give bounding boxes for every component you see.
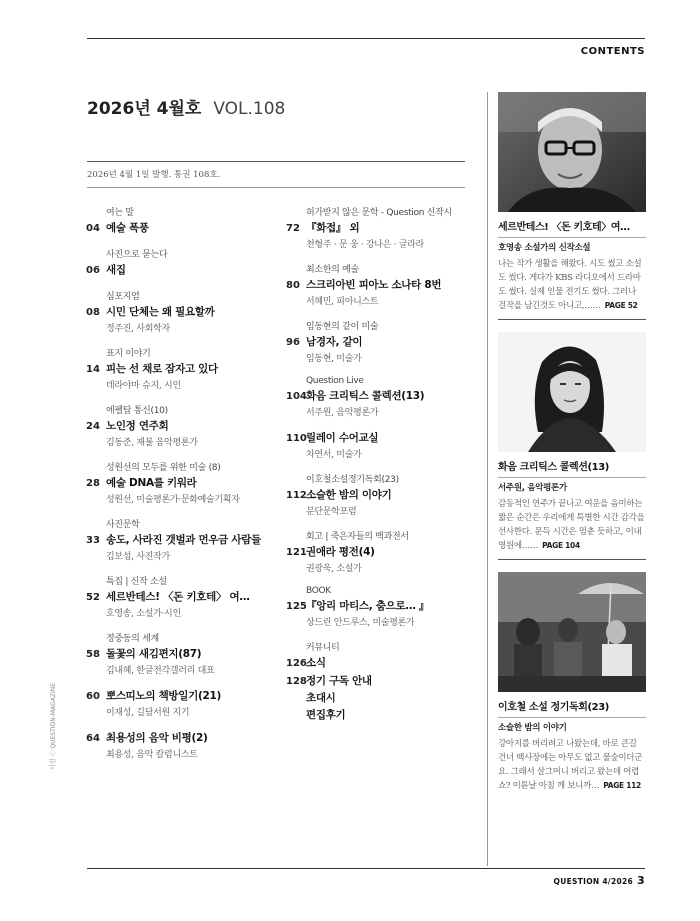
toc-entry[interactable] — [286, 586, 466, 628]
toc-category: 허가받지 않은 문학 - Question 신작시 — [306, 208, 452, 218]
toc-title[interactable]: 편집후기 — [306, 709, 346, 721]
toc-title: 피는 선 채로 잠자고 있다 — [106, 363, 218, 375]
toc-page: 128 — [286, 676, 307, 687]
toc-category: 회고 | 죽은자들의 백과전서 — [306, 532, 409, 542]
toc-page: 125 — [286, 601, 307, 612]
feature-page: PAGE 104 — [542, 541, 580, 550]
feature-card[interactable] — [498, 332, 646, 560]
publication-rule — [87, 187, 465, 188]
feature-title: 세르반테스! 〈돈 키호테〉여… — [498, 222, 630, 233]
footer-label: QUESTION 4/2026 — [553, 877, 634, 886]
toc-entry[interactable] — [86, 574, 266, 619]
feature-excerpt — [498, 497, 646, 553]
feature-excerpt-text: 감동적인 연주가 끝나고 여운을 음미하는 짧은 순간은 우리에게 특별한 시간 감각을 선사한다. 문득 시간은 멈춘 듯하고, 이내 영원에…… — [498, 499, 645, 551]
feature-author: 호영송 소설가의 신작소설 — [498, 243, 591, 253]
toc-title: 소슬한 밤의 이야기 — [306, 489, 392, 501]
feature-excerpt — [498, 257, 646, 313]
toc-title: 송도, 사라진 갯벌과 먼우금 사람들 — [106, 534, 261, 546]
toc-page: 110 — [286, 433, 307, 444]
toc-author: 호영송, 소설가·시인 — [106, 609, 181, 619]
feature-sidebar — [498, 92, 646, 805]
feature-author: 서주원, 음악평론가 — [498, 483, 567, 493]
sidebar-divider — [487, 92, 488, 866]
toc-title: 스크리아빈 피아노 소나타 8번 — [306, 279, 442, 291]
toc-page: 24 — [86, 421, 100, 432]
feature-card[interactable] — [498, 572, 646, 793]
toc-entry[interactable] — [286, 205, 466, 250]
toc-page: 126 — [286, 658, 307, 669]
toc-page: 08 — [86, 307, 100, 318]
toc-category: 정중동의 세계 — [106, 634, 159, 644]
feature-separator — [498, 717, 646, 718]
publication-info: 2026년 4월 1일 발행. 통권 108호. — [87, 170, 221, 180]
toc-entry[interactable] — [286, 262, 466, 307]
feature-photo-older-man — [498, 92, 646, 212]
toc-category: 성원선의 모두를 위한 미술 (8) — [106, 463, 221, 473]
toc-title: 예술 DNA를 키워라 — [106, 477, 197, 489]
feature-photo-woman — [498, 332, 646, 452]
toc-author: 분단문학포럼 — [306, 507, 357, 517]
toc-author: 성원선, 미술평론가·문화예술기획자 — [106, 495, 240, 505]
toc-entry[interactable] — [286, 673, 466, 688]
toc-entry[interactable] — [286, 430, 466, 460]
contents-label: CONTENTS — [580, 46, 645, 57]
toc-category: BOOK — [306, 586, 331, 596]
toc-title: 뽀스띠노의 책방일기(21) — [106, 690, 221, 702]
toc-author: 김내혜, 한글전각갤러리 대표 — [106, 666, 215, 676]
issue-date: 2026년 4월호 — [87, 99, 202, 119]
toc-author: 김보섭, 사진작가 — [106, 552, 170, 562]
toc-category: 최소한의 예술 — [306, 265, 359, 275]
toc-middle-column — [286, 205, 466, 734]
photo-credit: 사진 ⓒ QUESTION-MAGAZINE — [50, 682, 57, 770]
toc-title: 정기 구독 안내 — [306, 675, 372, 687]
toc-category: Question Live — [306, 376, 364, 386]
toc-page: 121 — [286, 547, 307, 558]
feature-rule — [498, 319, 646, 320]
toc-page: 52 — [86, 592, 100, 603]
toc-title: 새집 — [106, 264, 126, 276]
toc-author: 차연서, 미술가 — [306, 450, 362, 460]
toc-author: 서주원, 음악평론가 — [306, 408, 379, 418]
top-rule — [87, 38, 645, 39]
title-rule — [87, 161, 465, 162]
toc-entry[interactable] — [86, 688, 266, 718]
toc-title: 남경자, 같이 — [306, 336, 363, 348]
toc-entry[interactable] — [286, 376, 466, 418]
toc-title: 세르반테스! 〈돈 키호테〉 여… — [106, 591, 250, 603]
toc-entry[interactable] — [86, 346, 266, 391]
feature-author: 소슬한 밤의 이야기 — [498, 723, 567, 733]
toc-entry[interactable] — [86, 460, 266, 505]
toc-page: 104 — [286, 391, 307, 402]
toc-category: 이호철소설정기독회(23) — [306, 475, 399, 485]
bottom-rule — [87, 868, 645, 869]
toc-page: 60 — [86, 691, 100, 702]
toc-entry[interactable] — [86, 205, 266, 235]
feature-title: 화음 크리틱스 콜렉션(13) — [498, 462, 609, 473]
toc-category: 사진으로 묻는다 — [106, 250, 168, 260]
feature-separator — [498, 477, 646, 478]
toc-entry[interactable] — [86, 247, 266, 277]
toc-author: 권광욱, 소설가 — [306, 564, 362, 574]
feature-rule — [498, 559, 646, 560]
feature-title: 이호철 소설 정기독회(23) — [498, 702, 609, 713]
toc-title: 소식 — [306, 657, 326, 669]
toc-title: 화음 크리틱스 콜렉션(13) — [306, 390, 425, 402]
toc-title: 릴레이 수어교실 — [306, 432, 379, 444]
toc-author: 서혜민, 피아니스트 — [306, 297, 379, 307]
toc-author: 천형주 · 문 웅 · 강나은 · 글라라 — [306, 240, 424, 250]
toc-entry[interactable] — [86, 403, 266, 448]
toc-category: 에펠탑 통신(10) — [106, 406, 168, 416]
issue-volume: VOL.108 — [213, 99, 286, 119]
toc-entry[interactable] — [86, 289, 266, 334]
feature-excerpt-text: 강아지를 버리려고 나왔는데, 바로 큰길 건너 백사장에는 아무도 없고 물숲이더군요. 그래서 살그머니 버리고 왔는데 어렵쇼? 이튿날 아침 깨 보니까… — [498, 739, 643, 791]
toc-author: 데라야마 슈지, 시인 — [106, 381, 181, 391]
toc-category: 심포지엄 — [106, 292, 140, 302]
gathering-image — [498, 572, 646, 692]
toc-title: 『화접』 외 — [306, 222, 360, 234]
toc-author: 임동현, 미술가 — [306, 354, 362, 364]
toc-page: 72 — [286, 223, 300, 234]
toc-page: 33 — [86, 535, 100, 546]
toc-page: 64 — [86, 733, 100, 744]
toc-author: 상드린 안드루스, 미술평론가 — [306, 618, 415, 628]
toc-entry[interactable] — [286, 655, 466, 670]
toc-page: 58 — [86, 649, 100, 660]
toc-category: 사진문학 — [106, 520, 140, 530]
toc-page: 06 — [86, 265, 100, 276]
toc-author: 김동준, 재불 음악평론가 — [106, 438, 198, 448]
toc-category: 여는 말 — [106, 208, 134, 218]
page-footer — [554, 874, 645, 887]
toc-page: 96 — [286, 337, 300, 348]
toc-entry[interactable] — [86, 517, 266, 562]
feature-page: PAGE 112 — [603, 781, 641, 790]
toc-category: 표지 이야기 — [106, 349, 151, 359]
toc-author: 이재성, 길담서원 지기 — [106, 708, 190, 718]
toc-author: 최용성, 음악 칼럼니스트 — [106, 750, 198, 760]
portrait-image — [498, 332, 646, 452]
toc-title[interactable]: 초대시 — [306, 692, 336, 704]
feature-excerpt — [498, 737, 646, 793]
toc-category: 커뮤니티 — [306, 643, 340, 653]
feature-card[interactable] — [498, 92, 646, 320]
toc-title: 노인정 연주회 — [106, 420, 169, 432]
toc-page: 28 — [86, 478, 100, 489]
toc-title: 시민 단체는 왜 필요할까 — [106, 306, 215, 318]
toc-entry[interactable] — [86, 730, 266, 760]
feature-page: PAGE 52 — [604, 301, 638, 310]
toc-entry[interactable] — [86, 631, 266, 676]
toc-page: 112 — [286, 490, 307, 501]
feature-separator — [498, 237, 646, 238]
toc-entry[interactable] — [286, 319, 466, 364]
toc-title: 예술 폭풍 — [106, 222, 149, 234]
feature-excerpt-text: 나는 작가 생활을 해왔다. 시도 썼고 소설도 썼다. 게다가 KBS 라디오에서 드라마도 썼다. 실제 인물 전기도 썼다. 그러나 걸작을 남긴것도 아니고,…… — [498, 259, 642, 311]
toc-title: 권애라 평전(4) — [306, 546, 375, 558]
toc-title: 돌꽃의 새김편지(87) — [106, 648, 202, 660]
toc-author: 정주진, 사회학자 — [106, 324, 170, 334]
toc-page: 80 — [286, 280, 300, 291]
toc-left-column — [86, 205, 266, 772]
toc-page: 14 — [86, 364, 100, 375]
portrait-image — [498, 92, 646, 212]
toc-title: 최용성의 음악 비평(2) — [106, 732, 208, 744]
toc-entry[interactable] — [286, 529, 466, 574]
toc-title: 『앙리 마티스, 춤으로… 』 — [306, 600, 430, 612]
footer-page-number: 3 — [637, 874, 645, 887]
toc-entry[interactable] — [286, 472, 466, 517]
toc-community — [286, 640, 466, 722]
toc-page: 04 — [86, 223, 100, 234]
issue-title — [87, 94, 285, 119]
toc-category: 특집 | 신작 소설 — [106, 577, 167, 587]
feature-photo-gathering — [498, 572, 646, 692]
toc-category: 임동현의 같이 미술 — [306, 322, 379, 332]
